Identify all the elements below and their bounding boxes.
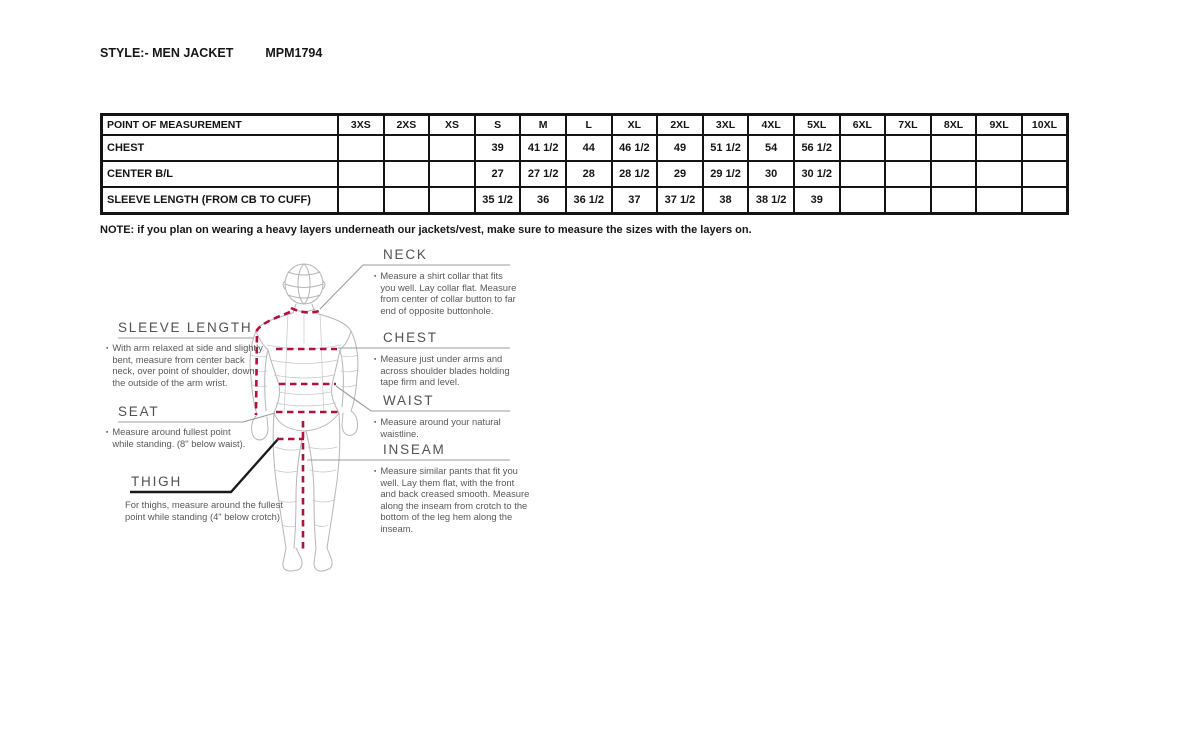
- column-header-size: 5XL: [794, 115, 840, 136]
- thigh-desc: [125, 499, 297, 522]
- size-value-cell: [976, 161, 1022, 187]
- size-value-cell: 39: [475, 135, 521, 161]
- chest-heading: CHEST: [383, 330, 438, 345]
- size-value-cell: 49: [657, 135, 703, 161]
- size-value-cell: [384, 187, 430, 214]
- size-value-cell: 38: [703, 187, 749, 214]
- size-value-cell: 36: [520, 187, 566, 214]
- size-chart-table: [100, 113, 1069, 215]
- size-value-cell: 46 1/2: [612, 135, 658, 161]
- column-header-point-of-measurement: POINT OF MEASUREMENT: [102, 115, 339, 136]
- size-value-cell: 38 1/2: [748, 187, 794, 214]
- size-value-cell: [976, 187, 1022, 214]
- thigh-heading: THIGH: [131, 474, 182, 489]
- inseam-desc-text: Measure similar pants that fit you well. Lay them flat, with the front and back creased smooth. Measure along the inseam from crotch to the bottom of the leg hem along the inseam.: [380, 465, 530, 534]
- size-value-cell: [1022, 161, 1068, 187]
- column-header-size: S: [475, 115, 521, 136]
- size-value-cell: 44: [566, 135, 612, 161]
- column-header-size: 2XL: [657, 115, 703, 136]
- neck-desc-text: Measure a shirt collar that fits you well. Lay collar flat. Measure from center of collar button to far end of opposite buttonhole.: [380, 270, 517, 316]
- size-value-cell: 27 1/2: [520, 161, 566, 187]
- column-header-size: 2XS: [384, 115, 430, 136]
- style-label: STYLE:- MEN JACKET: [100, 46, 234, 60]
- column-header-size: 7XL: [885, 115, 931, 136]
- size-value-cell: [840, 161, 886, 187]
- size-value-cell: [338, 161, 384, 187]
- note-text: NOTE: if you plan on wearing a heavy layers underneath our jackets/vest, make sure to measure the sizes with the layers on.: [100, 224, 752, 236]
- size-value-cell: 27: [475, 161, 521, 187]
- size-value-cell: 37: [612, 187, 658, 214]
- size-value-cell: 29: [657, 161, 703, 187]
- size-value-cell: [885, 135, 931, 161]
- seat-desc: [106, 426, 252, 449]
- size-value-cell: 51 1/2: [703, 135, 749, 161]
- size-value-cell: [885, 161, 931, 187]
- size-value-cell: [338, 135, 384, 161]
- size-value-cell: [429, 161, 475, 187]
- bullet-icon: ▪: [374, 419, 377, 426]
- column-header-size: 6XL: [840, 115, 886, 136]
- size-value-cell: [338, 187, 384, 214]
- column-header-size: 4XL: [748, 115, 794, 136]
- column-header-size: 9XL: [976, 115, 1022, 136]
- sleeve-length-desc-text: With arm relaxed at side and slightly bent, measure from center back neck, over point of shoulder, down the outside of the arm wrist.: [112, 342, 263, 388]
- size-value-cell: [384, 135, 430, 161]
- inseam-heading: INSEAM: [383, 442, 446, 457]
- row-label-cell: CHEST: [102, 135, 339, 161]
- size-value-cell: 30: [748, 161, 794, 187]
- bullet-icon: ▪: [374, 273, 377, 280]
- size-value-cell: 56 1/2: [794, 135, 840, 161]
- size-value-cell: [931, 161, 977, 187]
- column-header-size: L: [566, 115, 612, 136]
- table-row: [102, 161, 1068, 187]
- waist-heading: WAIST: [383, 393, 435, 408]
- size-value-cell: [976, 135, 1022, 161]
- column-header-size: 3XS: [338, 115, 384, 136]
- size-value-cell: 29 1/2: [703, 161, 749, 187]
- style-code: MPM1794: [265, 46, 323, 60]
- size-value-cell: [429, 135, 475, 161]
- neck-heading: NECK: [383, 247, 428, 262]
- size-table-header-row: [102, 115, 1068, 136]
- table-row: [102, 187, 1068, 214]
- size-value-cell: [384, 161, 430, 187]
- column-header-size: XL: [612, 115, 658, 136]
- size-value-cell: [840, 135, 886, 161]
- row-label-cell: SLEEVE LENGTH (FROM CB TO CUFF): [102, 187, 339, 214]
- neck-desc: [374, 270, 520, 316]
- size-value-cell: 28: [566, 161, 612, 187]
- bullet-icon: ▪: [106, 429, 109, 436]
- size-value-cell: 30 1/2: [794, 161, 840, 187]
- table-row: [102, 135, 1068, 161]
- bullet-icon: ▪: [374, 468, 377, 475]
- sleeve-length-heading: SLEEVE LENGTH: [118, 320, 253, 335]
- size-value-cell: [931, 187, 977, 214]
- size-value-cell: [840, 187, 886, 214]
- size-value-cell: 39: [794, 187, 840, 214]
- size-value-cell: 41 1/2: [520, 135, 566, 161]
- size-value-cell: 36 1/2: [566, 187, 612, 214]
- bullet-icon: ▪: [374, 356, 377, 363]
- size-value-cell: 37 1/2: [657, 187, 703, 214]
- column-header-size: 3XL: [703, 115, 749, 136]
- column-header-size: 8XL: [931, 115, 977, 136]
- seat-desc-text: Measure around fullest point while standing. (8" below waist).: [112, 426, 246, 449]
- size-value-cell: [429, 187, 475, 214]
- sleeve-length-desc: [106, 342, 266, 388]
- thigh-desc-text: For thighs, measure around the fullest point while standing (4" below crotch): [125, 499, 283, 522]
- measurement-diagram: [100, 245, 540, 590]
- size-value-cell: [931, 135, 977, 161]
- chest-desc: [374, 353, 526, 388]
- chest-desc-text: Measure just under arms and across shoulder blades holding tape firm and level.: [380, 353, 510, 387]
- size-value-cell: 28 1/2: [612, 161, 658, 187]
- waist-desc: [374, 416, 520, 439]
- size-value-cell: [885, 187, 931, 214]
- row-label-cell: CENTER B/L: [102, 161, 339, 187]
- size-table-body: [102, 135, 1068, 214]
- size-value-cell: 54: [748, 135, 794, 161]
- bullet-icon: ▪: [106, 345, 109, 352]
- page-title: [100, 46, 322, 60]
- seat-heading: SEAT: [118, 404, 160, 419]
- inseam-desc: [374, 465, 532, 534]
- column-header-size: 10XL: [1022, 115, 1068, 136]
- column-header-size: M: [520, 115, 566, 136]
- size-value-cell: 35 1/2: [475, 187, 521, 214]
- size-value-cell: [1022, 135, 1068, 161]
- size-value-cell: [1022, 187, 1068, 214]
- column-header-size: XS: [429, 115, 475, 136]
- waist-desc-text: Measure around your natural waistline.: [380, 416, 501, 439]
